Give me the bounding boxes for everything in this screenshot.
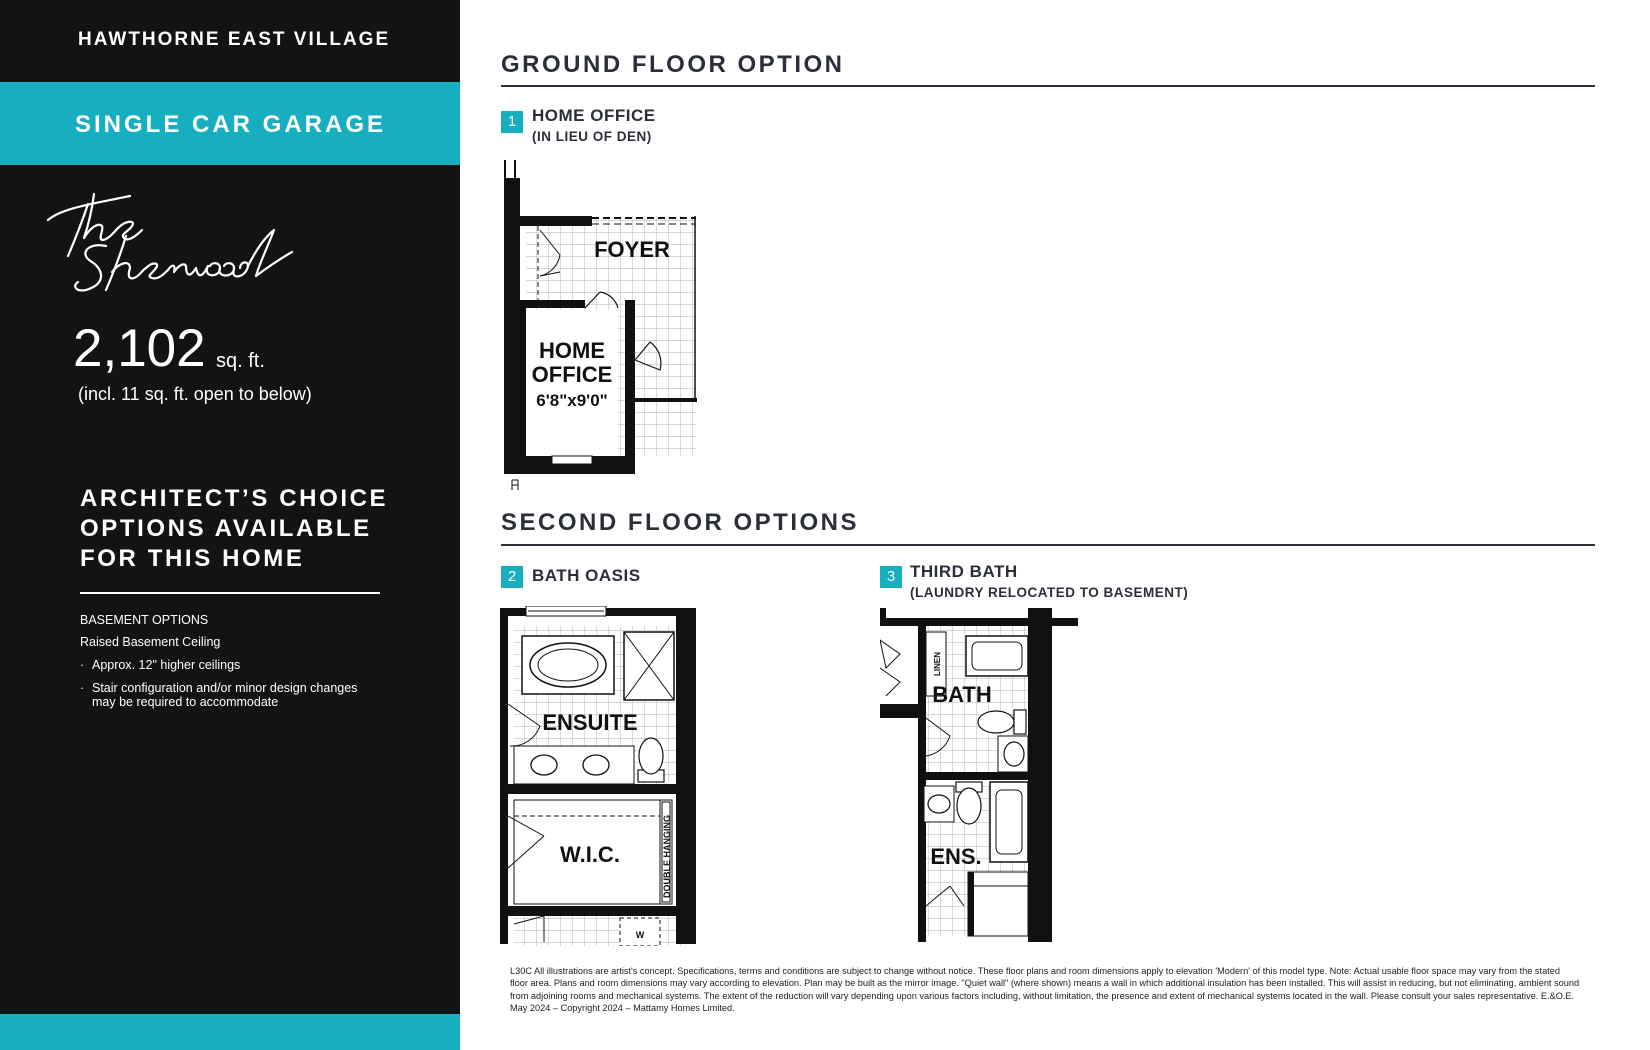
plan-label-room-line1: HOME — [539, 338, 605, 363]
plan-label-room-line2: OFFICE — [531, 362, 613, 387]
square-footage-value: 2,102 — [73, 319, 206, 378]
section-divider — [501, 544, 1595, 546]
garage-type-band — [0, 82, 460, 165]
home-office-floor-plan — [500, 160, 700, 492]
ground-floor-title: GROUND FLOOR OPTION — [501, 51, 845, 78]
plan-label-bath: BATH — [932, 682, 992, 707]
option-number-badge: 2 — [501, 566, 523, 588]
plan-label-dimensions: 6'8"x9'0" — [536, 391, 608, 410]
option-title: THIRD BATH — [910, 562, 1018, 581]
plan-label-washer: W — [635, 930, 645, 940]
bullet-dot: · — [80, 658, 85, 672]
option-subtitle: (LAUNDRY RELOCATED TO BASEMENT) — [910, 585, 1189, 600]
legal-disclaimer: L30C All illustrations are artist's concept. Specifications, terms and conditions are subject to change without notice. These floor plans and room dimensions apply to elevation 'Modern' of this model type. Note: Actual usable floor space may vary from the stated floor area. Plans and room dimensions may vary according to elevation. Plan may be built as the mirror image. "Quiet wall" (where shown) means a wall in which additional insulation has been installed. This will assist in reducing, but not eliminating, ambient sound from adjoining rooms and mechanical systems. The extent of the reduction will vary depending upon various factors including, without limitation, the presence and extent of mechanical systems located in the wall. Please consult your sales representative. E.&O.E. May 2024 – Copyright 2024 – Mattamy Homes Limited. — [510, 966, 1580, 1013]
architects-choice-heading: ARCHITECT’S CHOICE OPTIONS AVAILABLE FOR THIS HOME — [80, 485, 389, 572]
second-floor-title: SECOND FLOOR OPTIONS — [501, 509, 860, 536]
bullet-text: Approx. 12" higher ceilings — [92, 658, 241, 672]
plan-label-ensuite: ENSUITE — [542, 710, 638, 735]
third-bath-floor-plan — [880, 606, 1080, 946]
basement-options-heading: BASEMENT OPTIONS — [80, 613, 209, 627]
plan-label-double-hanging: DOUBLE HANGING — [662, 815, 672, 898]
sidebar — [0, 0, 460, 1050]
garage-type-label: SINGLE CAR GARAGE — [75, 111, 387, 138]
plan-label-wic: W.I.C. — [560, 842, 620, 867]
option-title: HOME OFFICE — [532, 106, 656, 125]
option-title: BATH OASIS — [532, 566, 641, 585]
section-divider — [501, 85, 1595, 87]
square-footage-note: (incl. 11 sq. ft. open to below) — [78, 384, 312, 404]
option-number-badge: 1 — [501, 111, 523, 133]
square-footage-unit: sq. ft. — [216, 350, 265, 372]
footer-accent-band — [0, 1014, 460, 1050]
option-subtitle: (IN LIEU OF DEN) — [532, 129, 652, 144]
heading-divider — [80, 592, 380, 594]
bath-oasis-floor-plan — [500, 606, 700, 946]
bullet-text: Stair configuration and/or minor design changes may be required to accommodate — [92, 681, 358, 709]
community-name: HAWTHORNE EAST VILLAGE — [78, 29, 391, 50]
basement-option-title: Raised Basement Ceiling — [80, 635, 221, 649]
model-name-script-logo — [42, 190, 312, 305]
plan-label-ens: ENS. — [930, 844, 982, 869]
bullet-dot: · — [80, 681, 85, 695]
plan-label-foyer: FOYER — [594, 237, 670, 262]
option-number-badge: 3 — [880, 566, 902, 588]
plan-label-linen: LINEN — [933, 652, 942, 676]
